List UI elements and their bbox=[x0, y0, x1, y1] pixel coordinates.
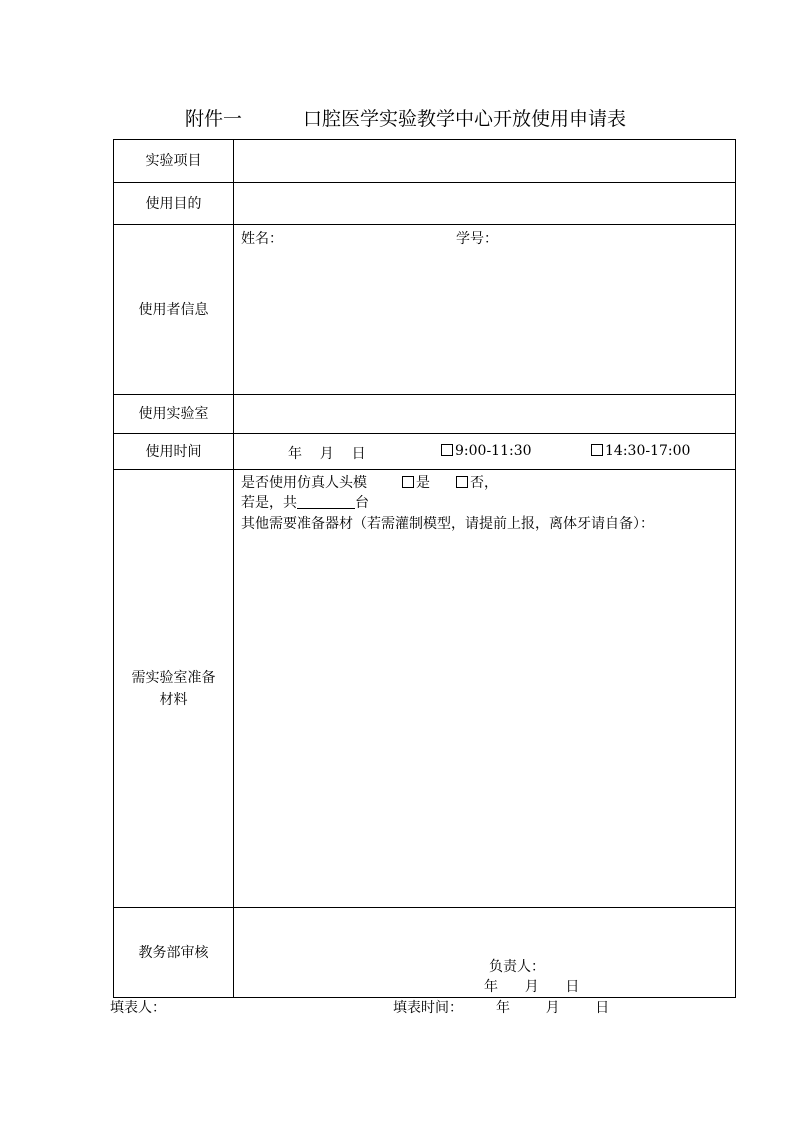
form-footer bbox=[0, 997, 793, 1019]
review-label: 教务部审核 bbox=[114, 908, 234, 998]
project-label: 实验项目 bbox=[114, 140, 234, 183]
lab-room-field[interactable] bbox=[234, 395, 736, 434]
other-materials-text: 其他需要准备器材（若需灌制模型，请提前上报，离体牙请自备）： bbox=[241, 516, 654, 532]
review-field[interactable] bbox=[234, 908, 736, 998]
purpose-label: 使用目的 bbox=[114, 183, 234, 225]
materials-label-line2: 材料 bbox=[159, 691, 188, 708]
application-form-table bbox=[113, 139, 736, 998]
simulator-count-blank[interactable] bbox=[297, 494, 355, 509]
simulator-yes-label: 是 bbox=[416, 475, 430, 491]
purpose-field[interactable] bbox=[234, 183, 736, 225]
fill-time-date: 年 月 日 bbox=[496, 1000, 610, 1016]
project-field[interactable] bbox=[234, 140, 736, 183]
row-lab-room bbox=[114, 395, 736, 434]
slot-afternoon-label: 14:30-17:00 bbox=[605, 443, 691, 459]
slot-morning-option[interactable] bbox=[441, 443, 532, 459]
filled-by-label: 填表人： bbox=[110, 1000, 166, 1016]
simulator-question: 是否使用仿真人头模 bbox=[241, 475, 367, 491]
if-yes-suffix: 台 bbox=[355, 495, 369, 511]
simulator-no-checkbox[interactable] bbox=[456, 476, 468, 488]
page-title: 口腔医学实验教学中心开放使用申请表 bbox=[303, 108, 627, 130]
simulator-no-label: 否， bbox=[470, 475, 498, 491]
row-materials bbox=[114, 470, 736, 908]
user-info-label: 使用者信息 bbox=[114, 225, 234, 395]
materials-label bbox=[114, 470, 234, 908]
row-project bbox=[114, 140, 736, 183]
slot-afternoon-option[interactable] bbox=[591, 443, 690, 459]
form-header bbox=[0, 104, 793, 132]
user-info-field[interactable] bbox=[234, 225, 736, 395]
name-label: 姓名： bbox=[241, 231, 283, 247]
lab-room-label: 使用实验室 bbox=[114, 395, 234, 434]
materials-field[interactable] bbox=[234, 470, 736, 908]
slot-morning-checkbox[interactable] bbox=[441, 444, 453, 456]
date-placeholder: 年 月 日 bbox=[288, 446, 366, 462]
simulator-yes-checkbox[interactable] bbox=[402, 476, 414, 488]
student-id-label: 学号： bbox=[456, 231, 498, 247]
row-time bbox=[114, 434, 736, 470]
simulator-no-option[interactable] bbox=[456, 472, 498, 492]
annex-label: 附件一 bbox=[185, 108, 243, 130]
fill-time-label: 填表时间： bbox=[393, 1000, 463, 1016]
time-label: 使用时间 bbox=[114, 434, 234, 470]
row-review bbox=[114, 908, 736, 998]
review-date: 年 月 日 bbox=[484, 979, 580, 995]
row-user-info bbox=[114, 225, 736, 395]
slot-afternoon-checkbox[interactable] bbox=[591, 444, 603, 456]
simulator-yes-option[interactable] bbox=[402, 472, 430, 492]
slot-morning-label: 9:00-11:30 bbox=[455, 443, 532, 459]
responsible-label: 负责人： bbox=[489, 959, 545, 975]
row-purpose bbox=[114, 183, 736, 225]
time-field bbox=[234, 434, 736, 470]
if-yes-prefix: 若是，共 bbox=[241, 495, 297, 511]
materials-label-line1: 需实验室准备 bbox=[131, 669, 216, 686]
